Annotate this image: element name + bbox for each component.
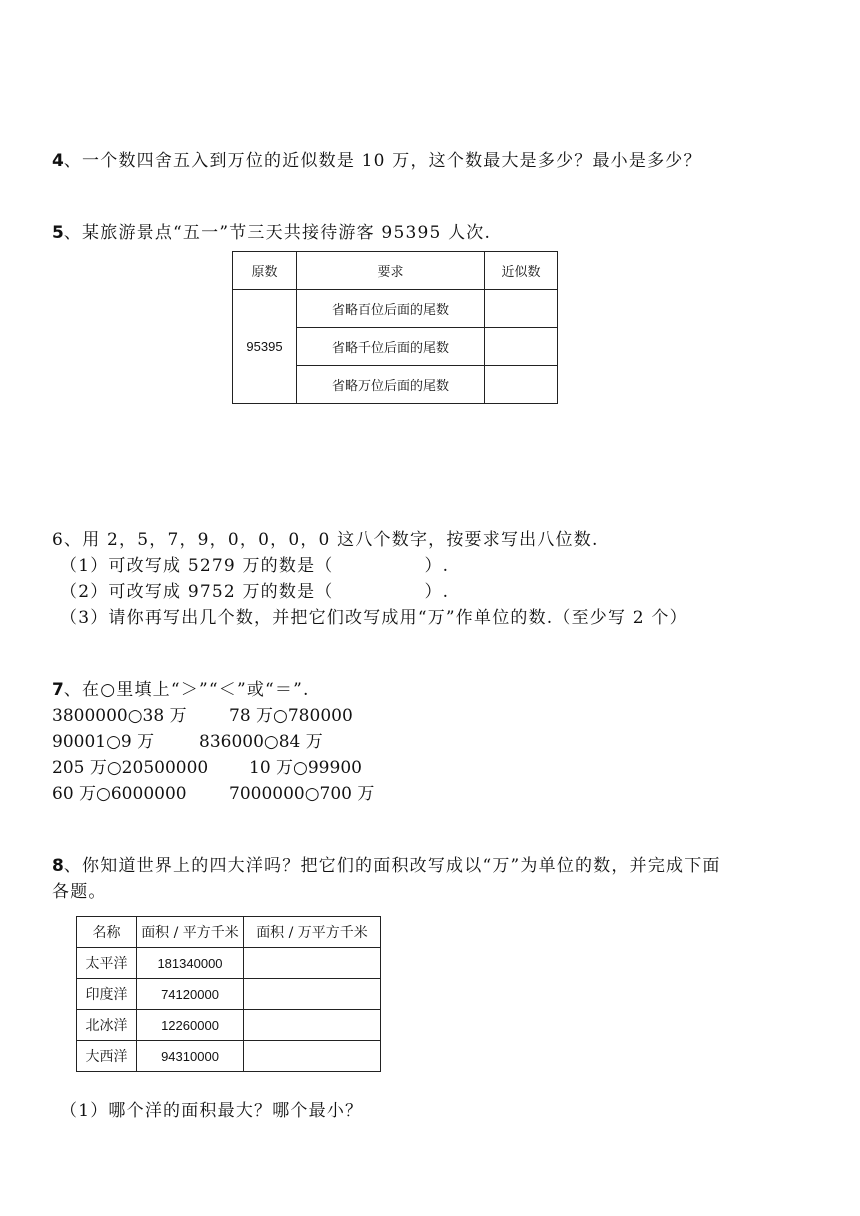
- answer-cell[interactable]: [244, 1010, 381, 1041]
- comparison-item: 7000000○700 万: [229, 784, 375, 804]
- answer-cell[interactable]: [485, 290, 558, 328]
- ocean-area: 12260000: [137, 1010, 244, 1041]
- question-text: 、在○里填上“＞”“＜”或“＝”.: [63, 680, 310, 700]
- question-8: [52, 851, 721, 876]
- header-original: 原数: [233, 252, 297, 290]
- answer-cell[interactable]: [244, 948, 381, 979]
- ocean-area: 74120000: [137, 979, 244, 1010]
- table-row: [77, 979, 381, 1010]
- question-7: [52, 675, 310, 700]
- question-6-item-2: （2）可改写成 9752 万的数是（ ）.: [60, 582, 450, 602]
- question-text: 、一个数四舍五入到万位的近似数是 10 万，这个数最大是多少？最小是多少？: [63, 151, 702, 171]
- header-requirement: 要求: [297, 252, 485, 290]
- approximation-table: [232, 251, 558, 404]
- ocean-name: 北冰洋: [77, 1010, 137, 1041]
- header-area-wan-km2: 面积 / 万平方千米: [244, 917, 381, 948]
- ocean-name: 印度洋: [77, 979, 137, 1010]
- header-name: 名称: [77, 917, 137, 948]
- header-approximation: 近似数: [485, 252, 558, 290]
- original-number-cell: 95395: [233, 290, 297, 404]
- table-row: [77, 948, 381, 979]
- requirement-cell: 省略千位后面的尾数: [297, 328, 485, 366]
- answer-cell[interactable]: [485, 366, 558, 404]
- question-6: 6、用 2，5，7，9，0，0，0，0 这八个数字，按要求写出八位数.: [52, 530, 599, 550]
- requirement-cell: 省略百位后面的尾数: [297, 290, 485, 328]
- comparison-item: 10 万○99900: [249, 758, 362, 778]
- comparison-item: 836000○84 万: [199, 732, 323, 752]
- comparison-item: 3800000○38 万: [52, 706, 187, 726]
- oceans-table: [76, 916, 381, 1072]
- question-text: 、某旅游景点“五一”节三天共接待游客 95395 人次.: [63, 223, 492, 243]
- question-6-item-1: （1）可改写成 5279 万的数是（ ）.: [60, 556, 450, 576]
- comparison-item: 90001○9 万: [52, 732, 155, 752]
- question-5: [52, 218, 491, 243]
- question-4: [52, 146, 702, 171]
- question-number: 4: [52, 151, 64, 171]
- answer-cell[interactable]: [244, 979, 381, 1010]
- question-number: 7: [52, 680, 64, 700]
- requirement-cell: 省略万位后面的尾数: [297, 366, 485, 404]
- question-number: 8: [52, 856, 64, 876]
- table-header-row: [233, 252, 558, 290]
- ocean-name: 太平洋: [77, 948, 137, 979]
- comparison-item: 205 万○20500000: [52, 758, 209, 778]
- ocean-area: 181340000: [137, 948, 244, 979]
- question-number: 5: [52, 223, 64, 243]
- question-8-continued: 各题。: [52, 882, 107, 902]
- table-row: [77, 1041, 381, 1072]
- table-row: [233, 290, 558, 328]
- question-8-item-1: （1）哪个洋的面积最大？哪个最小？: [60, 1101, 364, 1121]
- comparison-item: 60 万○6000000: [52, 784, 187, 804]
- comparison-item: 78 万○780000: [229, 706, 353, 726]
- table-header-row: [77, 917, 381, 948]
- answer-cell[interactable]: [485, 328, 558, 366]
- answer-cell[interactable]: [244, 1041, 381, 1072]
- table-row: [77, 1010, 381, 1041]
- ocean-name: 大西洋: [77, 1041, 137, 1072]
- header-area-km2: 面积 / 平方千米: [137, 917, 244, 948]
- ocean-area: 94310000: [137, 1041, 244, 1072]
- question-6-item-3: （3）请你再写出几个数，并把它们改写成用“万”作单位的数.（至少写 2 个）: [60, 608, 688, 628]
- question-text: 、你知道世界上的四大洋吗？把它们的面积改写成以“万”为单位的数，并完成下面: [63, 856, 721, 876]
